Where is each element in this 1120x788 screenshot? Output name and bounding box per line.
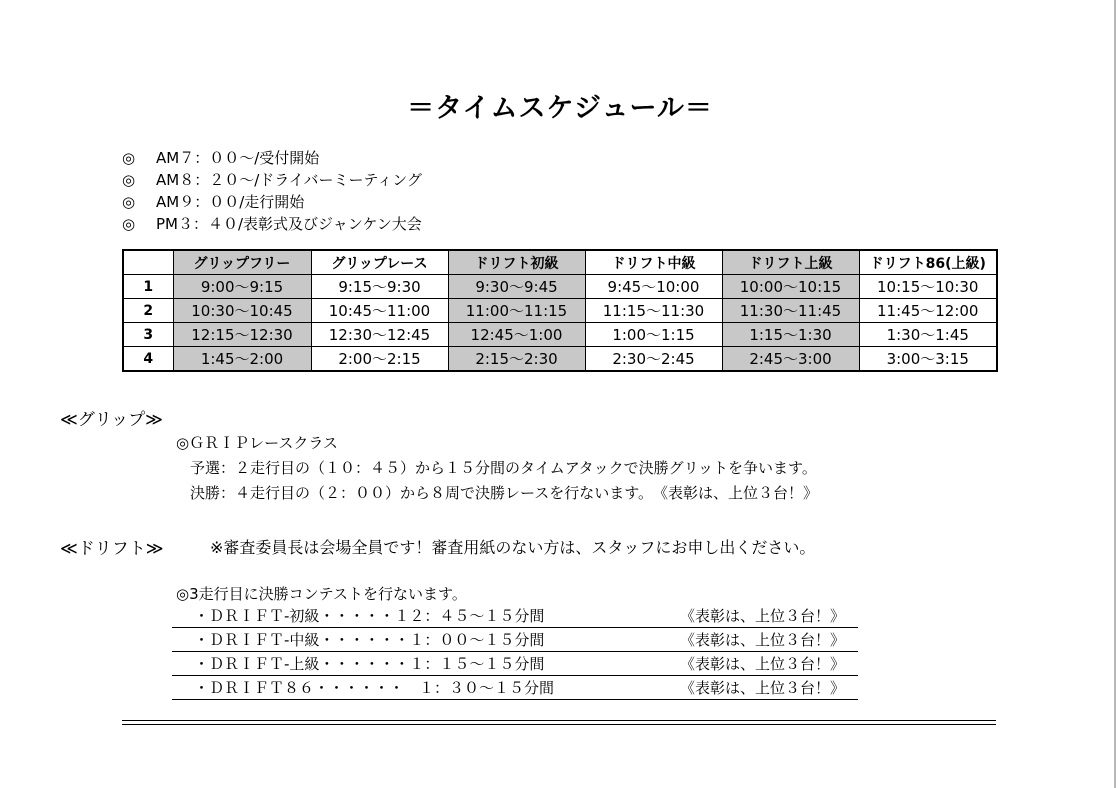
row-number: 3 bbox=[123, 323, 173, 347]
table-cell: 2:15～2:30 bbox=[448, 347, 585, 372]
drift-item bbox=[172, 653, 858, 676]
grip-final-text: 決勝：４走行目の（２：００）から８周で決勝レースを行ないます。 《表彰は、上位３台！》 bbox=[190, 484, 819, 502]
drift-item-award: 《表彰は、上位３台！》 bbox=[680, 607, 846, 625]
time-item-text: AM７：００～/受付開始 bbox=[156, 149, 320, 167]
table-row bbox=[123, 323, 997, 347]
row-number: 2 bbox=[123, 299, 173, 323]
grip-section-label: ≪グリップ≫ bbox=[60, 410, 163, 430]
drift-item-name: ・ＤＲＩＦＴ-上級・・・・・・１：１５～１５分間 bbox=[194, 655, 545, 673]
table-cell: 11:00～11:15 bbox=[448, 299, 585, 323]
table-cell: 2:30～2:45 bbox=[585, 347, 722, 372]
time-item bbox=[122, 191, 422, 213]
grip-qualifying-text: 予選：２走行目の（１０：４５）から１５分間のタイムアタックで決勝グリットを争います。 bbox=[190, 459, 817, 477]
row-number: 4 bbox=[123, 347, 173, 372]
table-cell: 9:00～9:15 bbox=[173, 275, 311, 299]
table-cell: 10:30～10:45 bbox=[173, 299, 311, 323]
page-title: ＝タイムスケジュール＝ bbox=[407, 93, 713, 124]
header-cell: ドリフト中級 bbox=[585, 250, 722, 275]
drift-item bbox=[172, 677, 858, 700]
drift-item-award: 《表彰は、上位３台！》 bbox=[680, 679, 846, 697]
table-cell: 11:45～12:00 bbox=[859, 299, 997, 323]
table-cell: 10:00～10:15 bbox=[722, 275, 859, 299]
row-number: 1 bbox=[123, 275, 173, 299]
header-cell: ドリフト上級 bbox=[722, 250, 859, 275]
time-item bbox=[122, 213, 422, 235]
schedule-table bbox=[122, 249, 998, 372]
table-cell: 1:30～1:45 bbox=[859, 323, 997, 347]
header-cell: ドリフト初級 bbox=[448, 250, 585, 275]
table-row bbox=[123, 275, 997, 299]
grip-class-title: ◎ＧＲＩＰレースクラス bbox=[176, 434, 338, 452]
drift-item bbox=[172, 605, 858, 628]
double-circle-icon: ◎ bbox=[122, 215, 136, 233]
table-cell: 1:15～1:30 bbox=[722, 323, 859, 347]
double-circle-icon: ◎ bbox=[122, 149, 136, 167]
table-cell: 11:30～11:45 bbox=[722, 299, 859, 323]
bottom-divider bbox=[122, 720, 996, 721]
time-item bbox=[122, 147, 422, 169]
time-item-text: PM３：４０/表彰式及びジャンケン大会 bbox=[156, 215, 422, 233]
time-item-text: AM９：００/走行開始 bbox=[156, 193, 305, 211]
table-row bbox=[123, 299, 997, 323]
header-cell: グリップフリー bbox=[173, 250, 311, 275]
table-cell: 9:45～10:00 bbox=[585, 275, 722, 299]
time-item-text: AM８：２０～/ドライバーミーティング bbox=[156, 171, 423, 189]
drift-item-award: 《表彰は、上位３台！》 bbox=[680, 655, 846, 673]
table-cell: 2:00～2:15 bbox=[311, 347, 448, 372]
double-circle-icon: ◎ bbox=[122, 171, 136, 189]
table-cell: 12:30～12:45 bbox=[311, 323, 448, 347]
table-cell: 1:45～2:00 bbox=[173, 347, 311, 372]
bottom-divider bbox=[122, 724, 996, 725]
table-cell: 10:45～11:00 bbox=[311, 299, 448, 323]
drift-item-name: ・ＤＲＩＦＴ-初級・・・・・１２：４５～１５分間 bbox=[194, 607, 545, 625]
drift-item bbox=[172, 629, 858, 652]
drift-item-name: ・ＤＲＩＦＴ８６・・・・・・ １：３０～１５分間 bbox=[194, 679, 555, 697]
table-cell: 9:15～9:30 bbox=[311, 275, 448, 299]
table-cell: 12:45～1:00 bbox=[448, 323, 585, 347]
table-header-row bbox=[123, 250, 997, 275]
double-circle-icon: ◎ bbox=[122, 193, 136, 211]
table-row bbox=[123, 347, 997, 372]
table-cell: 12:15～12:30 bbox=[173, 323, 311, 347]
time-item bbox=[122, 169, 422, 191]
drift-note: ※審査委員長は会場全員です！審査用紙のない方は、スタッフにお申し出ください。 bbox=[210, 538, 816, 557]
table-cell: 11:15～11:30 bbox=[585, 299, 722, 323]
drift-item-award: 《表彰は、上位３台！》 bbox=[680, 631, 846, 649]
drift-section-label: ≪ドリフト≫ bbox=[60, 539, 164, 559]
time-list bbox=[122, 147, 422, 235]
header-cell: グリップレース bbox=[311, 250, 448, 275]
drift-item-name: ・ＤＲＩＦＴ-中級・・・・・・１：００～１５分間 bbox=[194, 631, 545, 649]
table-cell: 3:00～3:15 bbox=[859, 347, 997, 372]
header-cell bbox=[123, 250, 173, 275]
header-cell: ドリフト86(上級) bbox=[859, 250, 997, 275]
drift-contest-intro: ◎3走行目に決勝コンテストを行ないます。 bbox=[176, 585, 467, 603]
table-cell: 1:00～1:15 bbox=[585, 323, 722, 347]
table-cell: 10:15～10:30 bbox=[859, 275, 997, 299]
table-cell: 9:30～9:45 bbox=[448, 275, 585, 299]
table-cell: 2:45～3:00 bbox=[722, 347, 859, 372]
